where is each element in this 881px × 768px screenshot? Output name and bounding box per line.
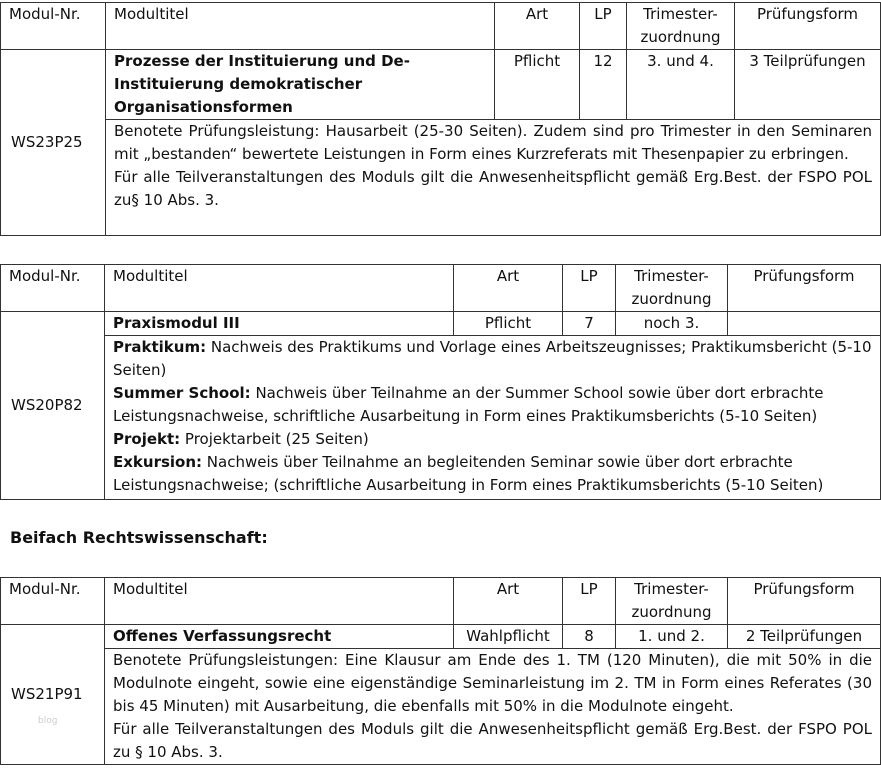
module-pruefungsform: 2 Teilprüfungen bbox=[728, 625, 881, 649]
description-item-praktikum bbox=[113, 336, 872, 382]
header-modultitel: Modultitel bbox=[106, 3, 495, 50]
description-paragraph-2: Für alle Teilveranstaltungen des Moduls gilt die Anwesenheitspflicht gemäß Erg.Best. der FSPO POL zu§ 10 Abs. 3. bbox=[114, 168, 872, 209]
header-art: Art bbox=[495, 3, 580, 50]
module-lp: 8 bbox=[563, 625, 616, 649]
module-title-line-1: Prozesse der Instituierung und De- bbox=[114, 52, 410, 70]
header-art: Art bbox=[454, 265, 563, 312]
description-item-exkursion bbox=[113, 451, 872, 497]
module-pruefungsform: 3 Teilprüfungen bbox=[735, 50, 881, 120]
description-paragraph-1: Benotete Prüfungsleistung: Hausarbeit (25-30 Seiten). Zudem sind pro Trimester in den Seminaren mit „bestanden“ bewertete Leistungen in Form eines Kurzreferats mit Thesenpapier zu erbringen. bbox=[114, 122, 872, 163]
module-row bbox=[1, 312, 881, 336]
module-lp: 12 bbox=[580, 50, 627, 120]
section-heading: Beifach Rechtswissenschaft: bbox=[10, 528, 268, 547]
module-art: Wahlpflicht bbox=[454, 625, 563, 649]
header-lp: LP bbox=[580, 3, 627, 50]
header-trimester-line-2: zuordnung bbox=[631, 290, 712, 308]
module-description bbox=[106, 120, 881, 236]
header-modul-nr: Modul-Nr. bbox=[1, 3, 106, 50]
item-label: Summer School: bbox=[113, 384, 251, 402]
header-trimester bbox=[627, 3, 735, 50]
item-text: Nachweis über Teilnahme an begleitenden Seminar sowie über dort erbrachte Leistungsnachweise; (schriftliche Ausarbeitung in Form eines Praktikumsberichts (5-10 Seiten) bbox=[113, 453, 824, 494]
header-art: Art bbox=[454, 578, 563, 625]
header-trimester-line-2: zuordnung bbox=[640, 28, 721, 46]
description-item-projekt bbox=[113, 428, 872, 451]
module-title bbox=[106, 50, 495, 120]
header-trimester-line-2: zuordnung bbox=[631, 603, 712, 621]
module-table-ws21p91 bbox=[0, 577, 881, 765]
item-label: Exkursion: bbox=[113, 453, 203, 471]
module-title-line-2: Instituierung demokratischer bbox=[114, 75, 363, 93]
header-pruefungsform: Prüfungsform bbox=[728, 265, 881, 312]
header-lp: LP bbox=[563, 578, 616, 625]
header-lp: LP bbox=[563, 265, 616, 312]
module-trimester: 1. und 2. bbox=[616, 625, 728, 649]
module-lp: 7 bbox=[563, 312, 616, 336]
module-row bbox=[1, 625, 881, 649]
module-description bbox=[105, 336, 881, 500]
header-row bbox=[1, 3, 881, 50]
description-row bbox=[1, 649, 881, 765]
header-row bbox=[1, 578, 881, 625]
header-pruefungsform: Prüfungsform bbox=[728, 578, 881, 625]
module-row bbox=[1, 50, 881, 120]
item-text: Projektarbeit (25 Seiten) bbox=[180, 430, 369, 448]
header-pruefungsform: Prüfungsform bbox=[735, 3, 881, 50]
module-description bbox=[105, 649, 881, 765]
module-pruefungsform bbox=[728, 312, 881, 336]
description-item-summer-school bbox=[113, 382, 872, 428]
module-trimester: 3. und 4. bbox=[627, 50, 735, 120]
item-text: Nachweis über Teilnahme an der Summer School sowie über dort erbrachte Leistungsnachweise, schriftliche Ausarbeitung in Form eines Praktikumsberichts (5-10 Seiten) bbox=[113, 384, 824, 425]
module-title-line-3: Organisationsformen bbox=[114, 98, 293, 116]
module-table-ws20p82 bbox=[0, 264, 881, 500]
module-number: WS23P25 bbox=[1, 50, 106, 236]
description-row bbox=[1, 120, 881, 236]
watermark: blog bbox=[38, 716, 58, 726]
header-modul-nr: Modul-Nr. bbox=[1, 578, 105, 625]
module-number: WS20P82 bbox=[1, 312, 105, 500]
item-label: Projekt: bbox=[113, 430, 181, 448]
header-modul-nr: Modul-Nr. bbox=[1, 265, 105, 312]
header-modultitel: Modultitel bbox=[105, 265, 454, 312]
description-paragraph-1: Benotete Prüfungsleistungen: Eine Klausur am Ende des 1. TM (120 Minuten), die mit 50% in die Modulnote eingeht, sowie eine eigenständige Seminarleistung im 2. TM in Form eines Referates (30 bis 45 Minuten) mit Ausarbeitung, die ebenfalls mit 50% in die Modulnote eingeht. bbox=[113, 651, 872, 715]
header-row bbox=[1, 265, 881, 312]
module-title: Praxismodul III bbox=[105, 312, 454, 336]
item-label: Praktikum: bbox=[113, 338, 207, 356]
description-paragraph-2: Für alle Teilveranstaltungen des Moduls gilt die Anwesenheitspflicht gemäß Erg.Best. der FSPO POL zu § 10 Abs. 3. bbox=[113, 720, 872, 761]
header-modultitel: Modultitel bbox=[105, 578, 454, 625]
module-art: Pflicht bbox=[495, 50, 580, 120]
header-trimester bbox=[616, 578, 728, 625]
module-table-ws23p25 bbox=[0, 2, 881, 236]
module-art: Pflicht bbox=[454, 312, 563, 336]
item-text: Nachweis des Praktikums und Vorlage eines Arbeitszeugnisses; Praktikumsbericht (5-10 Seiten) bbox=[113, 338, 872, 379]
header-trimester bbox=[616, 265, 728, 312]
module-title: Offenes Verfassungsrecht bbox=[105, 625, 454, 649]
header-trimester-line-1: Trimester- bbox=[643, 5, 718, 23]
module-trimester: noch 3. bbox=[616, 312, 728, 336]
module-number: WS21P91 bbox=[1, 625, 105, 765]
header-trimester-line-1: Trimester- bbox=[634, 580, 709, 598]
header-trimester-line-1: Trimester- bbox=[634, 267, 709, 285]
description-row bbox=[1, 336, 881, 500]
